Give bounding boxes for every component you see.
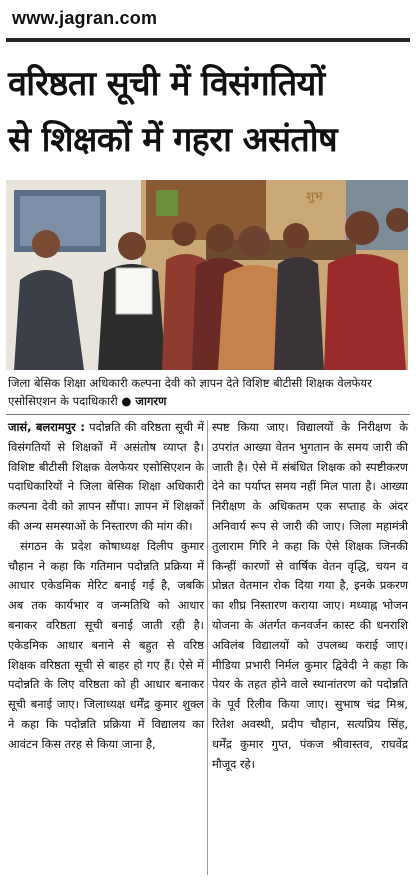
article-column-left [8, 418, 204, 755]
headline [8, 56, 408, 168]
potted-plant [156, 190, 178, 216]
article-paragraph-2: संगठन के प्रदेश कोषाध्यक्ष दिलीप कुमार चौहान ने कहा कि गतिमान पदोन्नति प्रक्रिया में आधार एकेडमिक मेरिट बनाई गई है, जबकि अब तक कार्यभार व जन्मतिथि को आधार बनाकर वरिष्ठता सूची बनाई जाती रही है। एकेडमिक आधार बनाने से बहुत से वरिष्ठ शिक्षक वरिष्ठता सूची से बाहर हो गए हैं। ऐसे में पदोन्नति के लिए वरिष्ठता को ही आधार बनाकर सूची बनाई जाए। जिलाध्यक्ष धर्मेंद्र कुमार शुक्ल ने कहा कि पदोन्नति प्रक्रिया में विद्यालय का आवंटन किस तरह से किया जाना है, [8, 538, 204, 751]
column-divider [207, 420, 208, 875]
photo-credit: ● जागरण [121, 394, 167, 408]
article-paragraph-1: पदोन्नति की वरिष्ठता सूची में विसंगतियों से शिक्षकों में असंतोष व्याप्त है। विशिष्ट बीटीसी शिक्षक वेलफेयर एसोसिएशन के पदाधिकारियों ने जिला बेसिक शिक्षा अधिकारी कल्पना देवी को ज्ञापन सौंपा। ज्ञापन में शिक्षकों की अन्य समस्याओं के निस्तारण की मांग की। [8, 420, 205, 533]
header-rule [6, 38, 410, 42]
caption-rule [6, 414, 410, 415]
article-column-right [212, 418, 408, 774]
dateline: जासं, बलरामपुर : [8, 420, 85, 434]
news-photo [6, 180, 408, 370]
article-paragraph-3: स्पष्ट किया जाए। विद्यालयों के निरीक्षण के उपरांत आख्या वेतन भुगतान के समय जारी की जाती है। ऐसे में संबंधित शिक्षक को स्पष्टीकरण देने का पर्याप्त समय नहीं मिल पाता है। आख्या निरीक्षण के अधिकतम एक सप्ताह के अंदर अनिवार्य रूप से जारी की जाए। जिला महामंत्री तुलाराम गिरि ने कहा कि ऐसे शिक्षक जिनकी किन्हीं कारणों से वार्षिक वेतन वृद्धि, चयन व प्रोन्नत वेतमान रोक दिया गया है, इनके प्रकरण का शीघ्र निस्तारण कराया जाए। मध्याह्न भोजन योजना के अंतर्गत कनवर्जन कास्ट की धनराशि अविलंब विद्यालयों को उपलब्ध कराई जाए। मीडिया प्रभारी निर्मल कुमार द्विवेदी ने कहा कि पेयर के तहत होने वाले स्थानांतरण को पदोन्नति के पूर्व रिलीव किया जाए। सुभाष चंद्र मिश्र, रितेश अवस्थी, प्रदीप चौहान, सत्यप्रिय सिंह, धर्मेंद्र कुमार गुप्त, पंकज श्रीवास्तव, राघवेंद्र मौजूद रहे। [212, 420, 408, 771]
headline-line-2: से शिक्षकों में गहरा असंतोष [8, 120, 337, 160]
site-url: www.jagran.com [12, 8, 158, 28]
wall-board-text: शुभ [306, 189, 323, 203]
headline-line-1: वरिष्ठता सूची में विसंगतियों [8, 64, 325, 104]
photo-caption [8, 374, 408, 410]
memorandum-paper [116, 268, 152, 314]
caption-text: जिला बेसिक शिक्षा अधिकारी कल्पना देवी को ज्ञापन देते विशिष्ट बीटीसी शिक्षक वेलफेयर एसोसिएशन के पदाधिकारी [8, 376, 372, 408]
photo-illustration [6, 180, 408, 370]
